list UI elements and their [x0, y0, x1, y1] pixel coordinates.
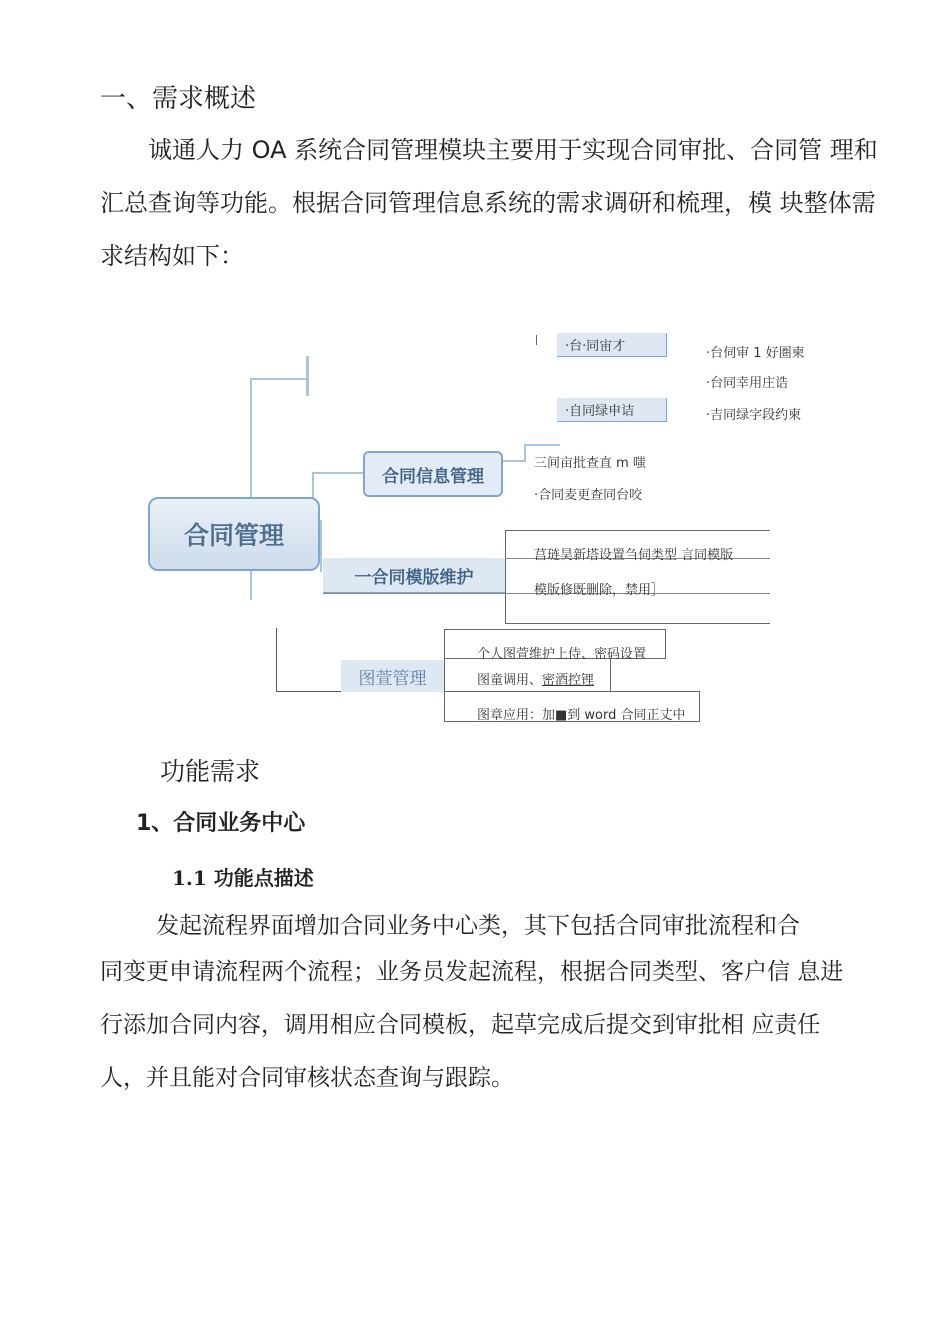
node-template-maintenance: 一合同模版维护	[323, 558, 505, 594]
leaf-seal-2-text: 图童调用、	[477, 673, 543, 688]
section-heading-functional: 功能需求	[160, 757, 261, 786]
desc-line-1: 发起流程界面增加合同业务中心类，其下包括合同审批流程和合	[156, 913, 800, 939]
leaf-query-2: ·合同麦更查同台咬	[534, 488, 643, 503]
node-contract-info: 合同信息管理	[363, 451, 503, 497]
node-seal-management: 图萱管理	[341, 660, 444, 692]
intro-line-3: 求结构如下：	[100, 242, 244, 270]
leaf-seal-2-underlined: 密酒控锂	[542, 673, 595, 688]
leaf-right-3: ·吉同绿字段约柬	[706, 408, 802, 423]
connector-line	[312, 472, 363, 474]
connector-line	[250, 378, 308, 380]
leaf-right-1: ·台伺审 1 好圏柬	[706, 346, 805, 361]
leaf-query-1: 三间亩批查直 m 嗤	[534, 456, 646, 471]
connector-line	[306, 356, 309, 396]
leaf-seal-2	[477, 669, 594, 688]
leaf-box-approval: ·台·同宙才	[557, 333, 667, 357]
intro-line-2: 汇总查询等功能。根据合同管理信息系统的需求调研和梳理，模 块整体需	[100, 189, 876, 217]
section-heading-business-center: 1、合同业务中心	[136, 811, 306, 836]
desc-line-3: 行添加合同内容，调用相应合同模板，起草完成后提交到审批相 应责任	[100, 1012, 821, 1038]
root-node: 合同管理	[148, 497, 320, 571]
connector-line	[312, 472, 314, 498]
leaf-seal-1: 个人图萱维护上侍、密码设置	[477, 647, 647, 662]
leaf-right-2: ·台同幸用庄诰	[706, 376, 789, 391]
desc-line-2: 同变更申请流程两个流程；业务员发起流程，根据合同类型、客户信 息进	[100, 959, 844, 985]
leaf-template-1: 莒琏昊新塔设置刍伺类型 言同模版	[534, 548, 734, 563]
section-heading-overview: 一、需求概述	[100, 84, 257, 114]
connector-line	[524, 444, 560, 446]
connector-line	[250, 378, 252, 497]
connector-line	[276, 628, 277, 692]
connector-line	[250, 567, 252, 600]
connector-line	[524, 444, 526, 462]
leaf-box-application: ·自同绿申诘	[557, 398, 667, 422]
leaf-template-2: 模版修既删除，禁用］	[534, 583, 665, 598]
section-heading-function-points: 1.1 功能点描述	[172, 866, 314, 890]
leaf-seal-3: 图章应用：加■到 word 合同正丈中	[477, 708, 686, 723]
connector-line	[536, 335, 537, 345]
structure-diagram	[0, 320, 950, 740]
intro-line-1: 诚通人力 OA 系统合同管理模块主要用于实现合同审批、合同管 理和	[148, 136, 878, 164]
desc-line-4: 人，并且能对合同审核状态查询与跟踪。	[100, 1065, 514, 1091]
connector-line	[320, 520, 322, 572]
